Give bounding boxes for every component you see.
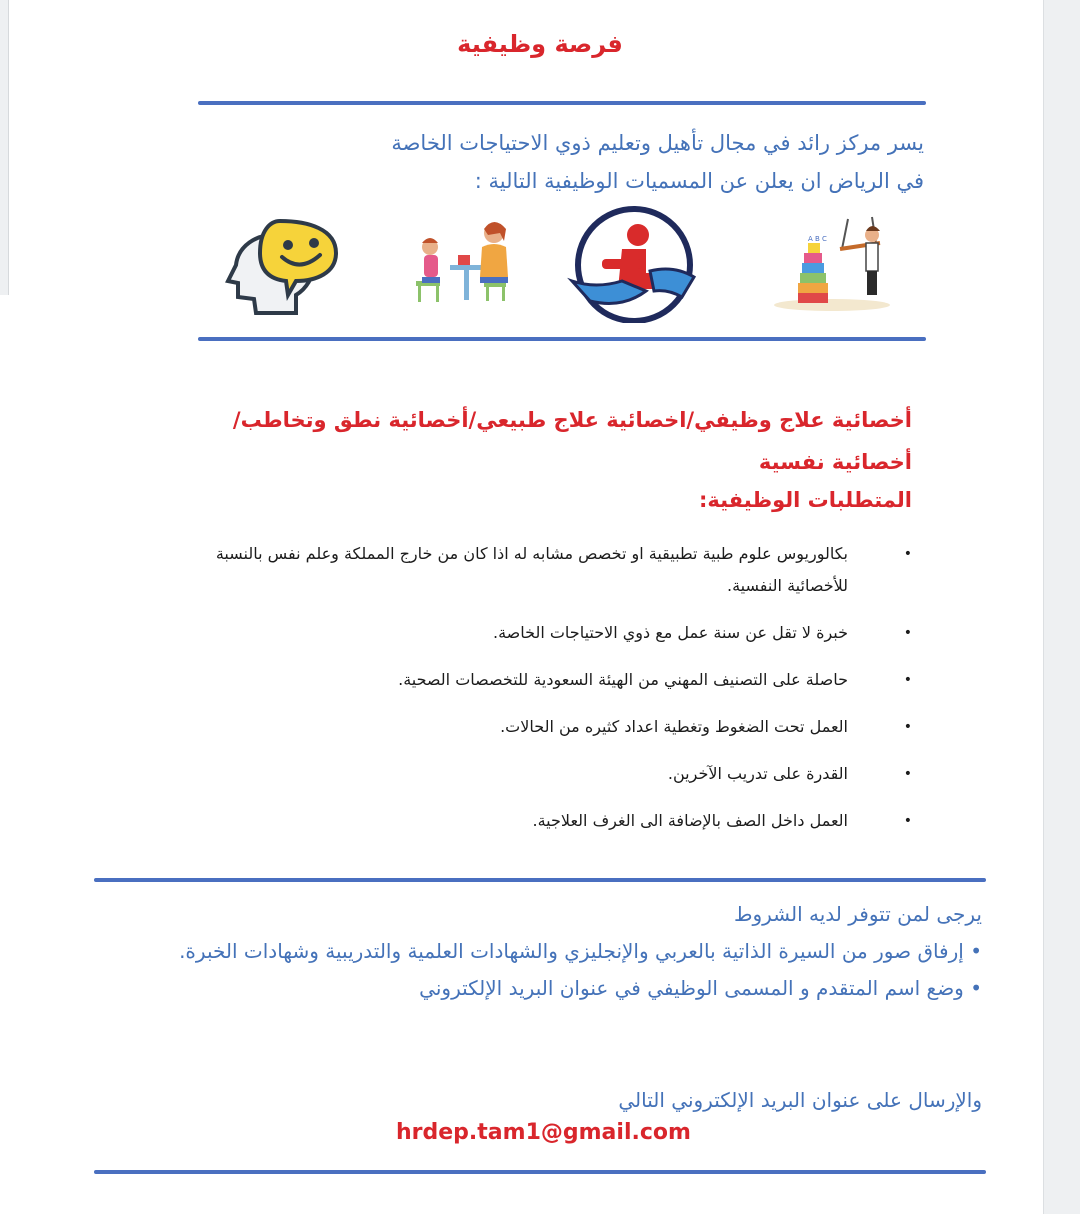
bullet-icon: • (903, 813, 912, 829)
contact-email[interactable]: hrdep.tam1@gmail.com (396, 1120, 691, 1145)
bullet-icon: • (903, 546, 912, 562)
requirement-text: العمل داخل الصف بالإضافة الى الغرف العلاجية. (532, 811, 848, 830)
intro-line-2: في الرياض ان يعلن عن المسميات الوظيفية التالية : (474, 169, 924, 193)
speech-therapy-icon (772, 213, 902, 313)
svg-text:A B C: A B C (808, 235, 827, 243)
apply-intro: يرجى لمن تتوفر لديه الشروط (733, 902, 982, 926)
bullet-icon: • (903, 719, 912, 735)
divider-before-apply (94, 878, 986, 882)
occupational-therapy-icon (408, 211, 518, 307)
requirement-item (192, 805, 912, 837)
requirement-item (192, 538, 912, 602)
requirement-text: حاصلة على التصنيف المهني من الهيئة السعودية للتخصصات الصحية. (398, 670, 848, 689)
requirement-item (192, 711, 912, 743)
page-title: فرصة وظيفية (457, 30, 623, 58)
intro-line-1: يسر مركز رائد في مجال تأهيل وتعليم ذوي الاحتياجات الخاصة (391, 131, 924, 155)
divider-top (198, 101, 926, 105)
intro-text (304, 124, 924, 200)
requirement-text: بكالوريوس علوم طبية تطبيقية او تخصص مشابه له اذا كان من خارج المملكة وعلم نفس بالنسبة للأخصائية النفسية. (215, 544, 848, 595)
physical-therapy-icon (562, 205, 702, 323)
requirement-text: القدرة على تدريب الآخرين. (667, 764, 848, 783)
divider-bottom (94, 1170, 986, 1174)
requirement-text: خبرة لا تقل عن سنة عمل مع ذوي الاحتياجات الخاصة. (493, 623, 848, 642)
requirement-item (192, 664, 912, 696)
apply-item-subject: • وضع اسم المتقدم و المسمى الوظيفي في عنوان البريد الإلكتروني (419, 976, 982, 1000)
divider-under-icons (198, 337, 926, 341)
bullet-icon: • (903, 672, 912, 688)
psychology-icon (210, 215, 350, 315)
apply-item-attach: • إرفاق صور من السيرة الذاتية بالعربي والإنجليزي والشهادات العلمية والتدريبية وشهادات الخبرة. (179, 939, 982, 963)
requirement-text: العمل تحت الضغوط وتغطية اعداد كثيره من الحالات. (500, 717, 848, 736)
bullet-icon: • (903, 625, 912, 641)
bullet-icon: • (903, 766, 912, 782)
requirement-item (192, 617, 912, 649)
requirements-list (192, 538, 912, 852)
send-instructions: والإرسال على عنوان البريد الإلكتروني التالي (618, 1088, 982, 1112)
requirement-item (192, 758, 912, 790)
therapy-icons-row (200, 205, 928, 325)
right-edge (1043, 0, 1080, 1214)
application-instructions (122, 896, 982, 1007)
requirements-heading: المتطلبات الوظيفية: (698, 488, 912, 512)
job-positions: أخصائية علاج وظيفي/اخصائية علاج طبيعي/أخصائية نطق وتخاطب/أخصائية نفسية (232, 408, 912, 474)
